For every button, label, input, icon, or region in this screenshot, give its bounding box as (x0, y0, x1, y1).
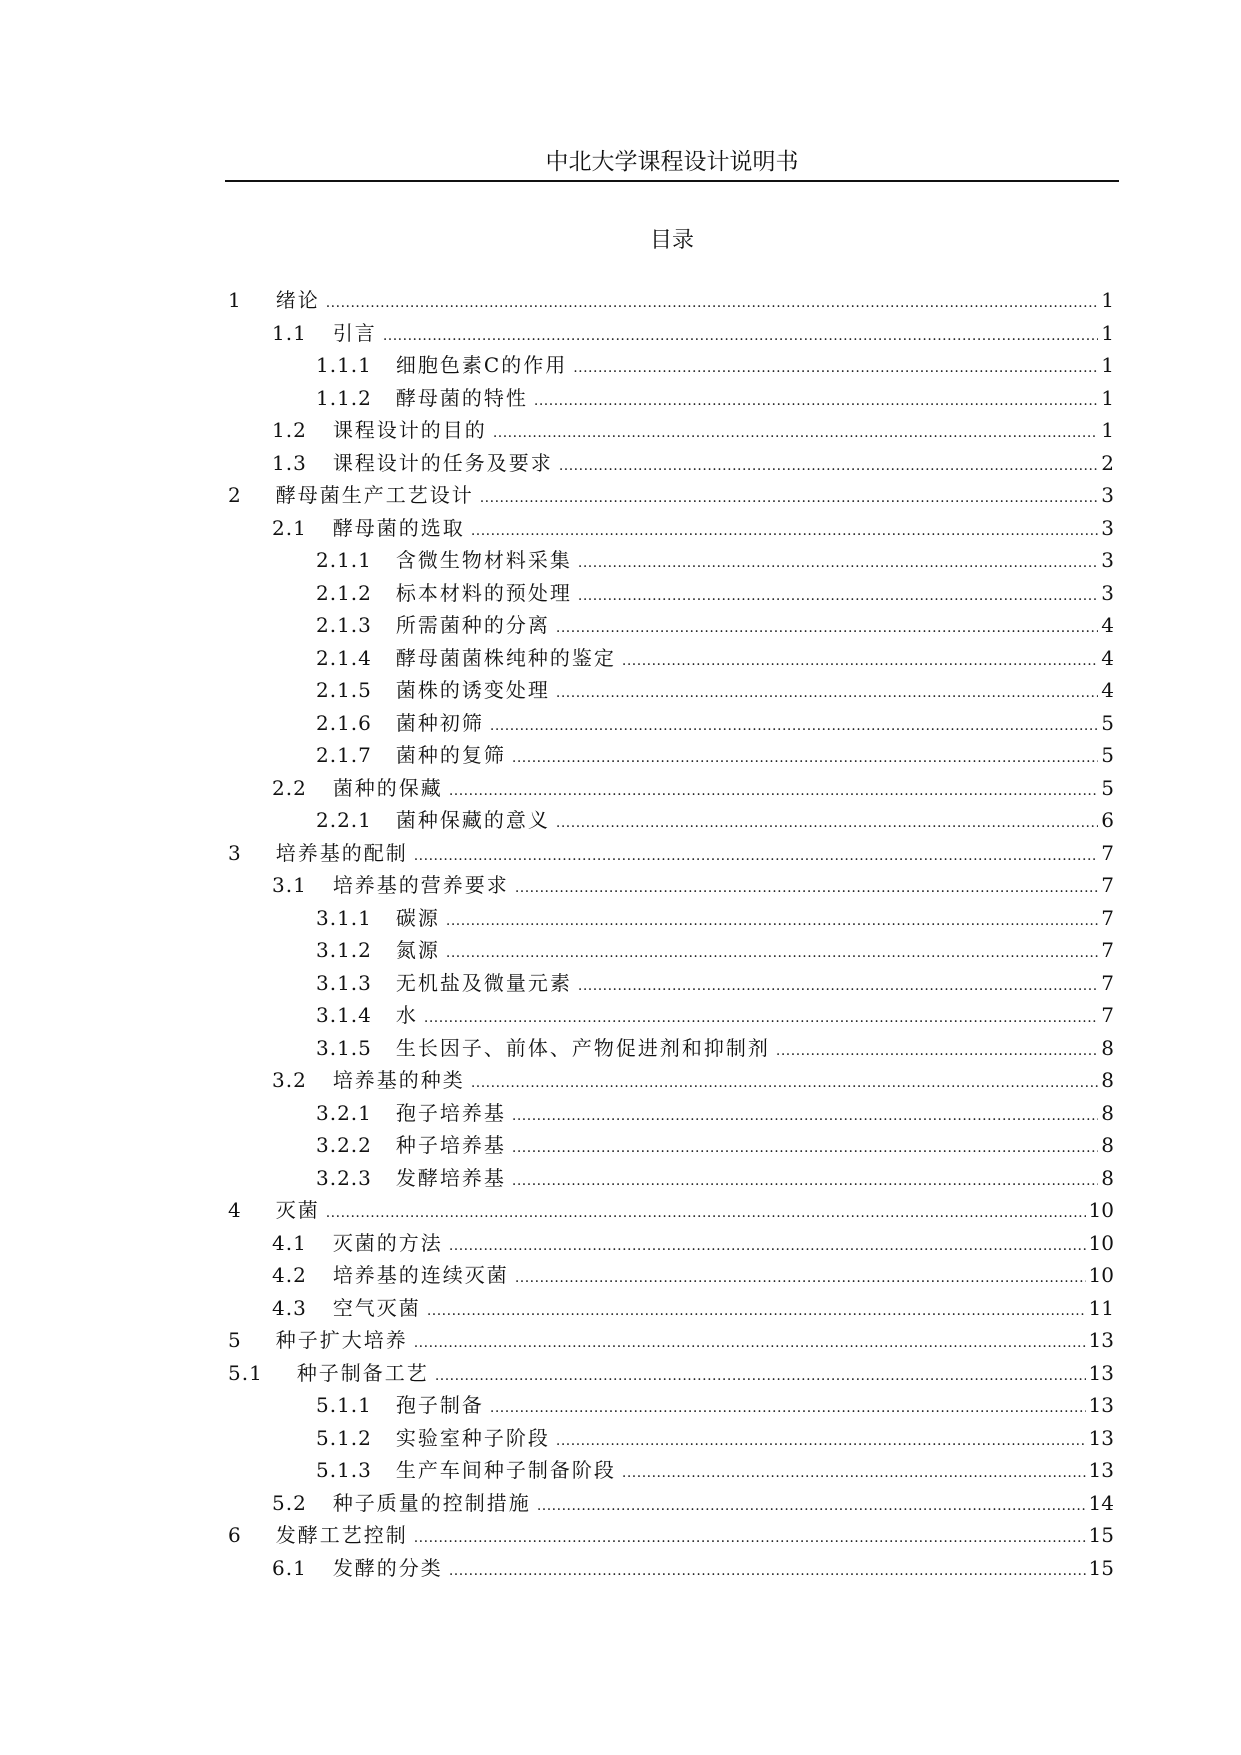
toc-entry[interactable] (228, 707, 1114, 740)
toc-entry-number: 2.1.7 (316, 743, 372, 767)
toc-entry-number: 1.1.2 (316, 385, 372, 410)
table-of-contents (228, 284, 1114, 1584)
toc-entry-title: 细胞色素C的作用 (395, 353, 568, 377)
toc-entry-title: 菌种的保藏 (332, 775, 443, 800)
toc-entry[interactable] (228, 1519, 1114, 1552)
toc-dot-leader (326, 1197, 1086, 1230)
toc-entry-number: 3.1.1 (316, 905, 372, 930)
toc-entry[interactable] (228, 999, 1114, 1032)
toc-entry-number: 4.1 (272, 1230, 307, 1255)
toc-entry-number: 2.1.1 (316, 548, 372, 572)
toc-entry-number: 3.1.2 (316, 938, 372, 962)
toc-entry-number: 5.1.2 (316, 1425, 372, 1450)
toc-dot-leader (512, 1165, 1098, 1198)
toc-entry-page: 1 (1101, 385, 1114, 410)
toc-entry-page: 5 (1101, 775, 1114, 800)
toc-entry[interactable] (228, 1389, 1114, 1422)
toc-entry-page: 2 (1101, 450, 1114, 475)
toc-entry-title: 菌种初筛 (395, 710, 484, 735)
toc-dot-leader (512, 742, 1098, 775)
toc-entry[interactable] (228, 1324, 1114, 1357)
toc-entry-title: 生产车间种子制备阶段 (395, 1458, 616, 1482)
toc-entry[interactable] (228, 1227, 1114, 1260)
toc-entry[interactable] (228, 382, 1114, 415)
toc-entry-page: 13 (1088, 1458, 1114, 1482)
toc-entry-page: 1 (1101, 418, 1114, 442)
toc-dot-leader (573, 352, 1098, 385)
toc-entry-number: 4.3 (272, 1295, 307, 1320)
toc-entry[interactable] (228, 1357, 1114, 1390)
toc-entry-page: 13 (1088, 1393, 1114, 1417)
toc-entry-title: 标本材料的预处理 (395, 580, 572, 605)
toc-entry-page: 14 (1088, 1490, 1114, 1515)
toc-entry[interactable] (228, 1292, 1114, 1325)
toc-entry-title: 所需菌种的分离 (395, 613, 550, 637)
toc-entry-page: 13 (1088, 1328, 1114, 1352)
toc-dot-leader (537, 1490, 1086, 1523)
toc-entry-number: 2.1.6 (316, 710, 372, 735)
toc-entry[interactable] (228, 609, 1114, 642)
toc-entry-title: 酵母菌菌株纯种的鉴定 (395, 645, 616, 670)
toc-entry-number: 2.1.2 (316, 580, 372, 605)
toc-entry[interactable] (228, 479, 1114, 512)
toc-entry-title: 氮源 (395, 938, 440, 962)
toc-entry[interactable] (228, 902, 1114, 935)
toc-dot-leader (493, 417, 1098, 450)
toc-entry[interactable] (228, 1162, 1114, 1195)
toc-entry[interactable] (228, 317, 1114, 350)
toc-entry-number: 3.2.3 (316, 1165, 372, 1190)
toc-entry-title: 培养基的连续灭菌 (332, 1263, 509, 1287)
toc-entry-number: 5.1.1 (316, 1393, 372, 1417)
toc-entry-number: 2.1.4 (316, 645, 372, 670)
toc-entry-title: 酵母菌生产工艺设计 (275, 483, 474, 507)
toc-entry-page: 7 (1101, 840, 1114, 865)
toc-entry[interactable] (228, 512, 1114, 545)
toc-dot-leader (622, 645, 1098, 678)
toc-dot-leader (326, 287, 1099, 320)
toc-entry-title: 课程设计的目的 (332, 418, 487, 442)
toc-entry-title: 孢子制备 (395, 1393, 484, 1417)
toc-entry-title: 引言 (332, 320, 377, 345)
toc-entry-title: 菌种的复筛 (395, 743, 506, 767)
toc-dot-leader (449, 1555, 1086, 1588)
toc-entry-title: 课程设计的任务及要求 (332, 450, 553, 475)
toc-entry-page: 11 (1088, 1295, 1114, 1320)
toc-entry-title: 培养基的配制 (275, 840, 408, 865)
toc-title: 目录 (649, 228, 694, 253)
toc-entry-title: 种子制备工艺 (296, 1360, 429, 1385)
toc-dot-leader (578, 580, 1098, 613)
toc-entry[interactable] (228, 869, 1114, 902)
toc-dot-leader (414, 1327, 1086, 1360)
toc-dot-leader (556, 1425, 1086, 1458)
toc-entry-title: 培养基的种类 (332, 1068, 465, 1092)
toc-entry-number: 3.1.3 (316, 970, 372, 995)
toc-entry-title: 发酵工艺控制 (275, 1523, 408, 1547)
toc-entry[interactable] (228, 1097, 1114, 1130)
toc-entry-page: 5 (1101, 710, 1114, 735)
toc-dot-leader (515, 1262, 1086, 1295)
toc-entry-title: 实验室种子阶段 (395, 1425, 550, 1450)
toc-entry-title: 菌种保藏的意义 (395, 808, 550, 832)
toc-entry-number: 1.1 (272, 320, 307, 345)
toc-entry-page: 10 (1088, 1230, 1114, 1255)
toc-entry-number: 4.2 (272, 1263, 307, 1287)
toc-dot-leader (446, 937, 1098, 970)
toc-entry-page: 1 (1101, 288, 1114, 312)
toc-entry-number: 2.2 (272, 775, 307, 800)
toc-entry-number: 2.1 (272, 515, 307, 540)
toc-dot-leader (435, 1360, 1086, 1393)
toc-entry-title: 含微生物材料采集 (395, 548, 572, 572)
toc-entry-number: 6.1 (272, 1555, 307, 1580)
toc-entry-title: 培养基的营养要求 (332, 873, 509, 897)
toc-entry[interactable] (228, 837, 1114, 870)
toc-dot-leader (512, 1132, 1098, 1165)
toc-entry-number: 3.2.2 (316, 1133, 372, 1157)
toc-entry-title: 种子扩大培养 (275, 1328, 408, 1352)
toc-entry-number: 4 (228, 1198, 242, 1222)
toc-dot-leader (490, 710, 1098, 743)
toc-entry-title: 菌株的诱变处理 (395, 678, 550, 702)
toc-dot-leader (471, 1067, 1098, 1100)
toc-entry[interactable] (228, 447, 1114, 480)
toc-entry-page: 3 (1101, 548, 1114, 572)
toc-entry-number: 5.2 (272, 1490, 307, 1515)
toc-entry[interactable] (228, 577, 1114, 610)
page-header-title: 中北大学课程设计说明书 (545, 149, 799, 175)
toc-entry-number: 5 (228, 1328, 242, 1352)
toc-entry-number: 1.1.1 (316, 353, 372, 377)
toc-entry[interactable] (228, 967, 1114, 1000)
toc-entry-title: 发酵培养基 (395, 1165, 506, 1190)
toc-entry[interactable] (228, 1487, 1114, 1520)
toc-entry-number: 3.1.4 (316, 1003, 372, 1027)
toc-entry-number: 2.2.1 (316, 808, 372, 832)
toc-entry-page: 3 (1101, 580, 1114, 605)
toc-entry-page: 1 (1101, 320, 1114, 345)
toc-entry-number: 1 (228, 288, 242, 312)
toc-entry-number: 6 (228, 1523, 242, 1547)
toc-entry-number: 5.1 (228, 1360, 263, 1385)
toc-entry-number: 2.1.5 (316, 678, 372, 702)
toc-entry[interactable] (228, 1064, 1114, 1097)
toc-entry[interactable] (228, 1552, 1114, 1585)
toc-entry-page: 8 (1101, 1100, 1114, 1125)
toc-entry[interactable] (228, 1129, 1114, 1162)
toc-entry-number: 1.2 (272, 418, 307, 442)
toc-entry-page: 7 (1101, 1003, 1114, 1027)
toc-entry-number: 1.3 (272, 450, 307, 475)
toc-entry-page: 7 (1101, 873, 1114, 897)
toc-entry[interactable] (228, 642, 1114, 675)
toc-entry-title: 空气灭菌 (332, 1295, 421, 1320)
toc-entry[interactable] (228, 1259, 1114, 1292)
toc-entry[interactable] (228, 284, 1114, 317)
toc-entry-page: 7 (1101, 970, 1114, 995)
toc-entry-number: 3.1 (272, 873, 307, 897)
toc-entry-page: 8 (1101, 1165, 1114, 1190)
toc-entry-title: 生长因子、前体、产物促进剂和抑制剂 (395, 1035, 770, 1060)
toc-entry-page: 15 (1088, 1555, 1114, 1580)
toc-entry-number: 2.1.3 (316, 613, 372, 637)
toc-dot-leader (515, 872, 1098, 905)
toc-entry[interactable] (228, 674, 1114, 707)
toc-entry-page: 13 (1088, 1360, 1114, 1385)
toc-entry-page: 7 (1101, 905, 1114, 930)
toc-entry-number: 3.2.1 (316, 1100, 372, 1125)
toc-dot-leader (449, 1230, 1086, 1263)
toc-entry-page: 5 (1101, 743, 1114, 767)
toc-dot-leader (559, 450, 1098, 483)
toc-entry-page: 3 (1101, 515, 1114, 540)
toc-dot-leader (578, 547, 1098, 580)
toc-entry-page: 4 (1101, 613, 1114, 637)
header-rule (225, 180, 1119, 182)
toc-entry-page: 3 (1101, 483, 1114, 507)
toc-entry-number: 3 (228, 840, 242, 865)
toc-entry[interactable] (228, 1454, 1114, 1487)
toc-dot-leader (427, 1295, 1086, 1328)
toc-dot-leader (446, 905, 1098, 938)
toc-entry-title: 酵母菌的特性 (395, 385, 528, 410)
toc-entry-page: 1 (1101, 353, 1114, 377)
toc-dot-leader (480, 482, 1099, 515)
toc-entry-page: 8 (1101, 1133, 1114, 1157)
toc-dot-leader (414, 840, 1099, 873)
toc-dot-leader (776, 1035, 1098, 1068)
toc-entry-page: 8 (1101, 1035, 1114, 1060)
toc-entry-title: 酵母菌的选取 (332, 515, 465, 540)
toc-entry-page: 10 (1088, 1198, 1114, 1222)
toc-entry-title: 种子质量的控制措施 (332, 1490, 531, 1515)
toc-entry-page: 15 (1088, 1523, 1114, 1547)
toc-entry[interactable] (228, 772, 1114, 805)
toc-dot-leader (449, 775, 1098, 808)
toc-dot-leader (534, 385, 1098, 418)
toc-dot-leader (414, 1522, 1086, 1555)
toc-entry[interactable] (228, 1422, 1114, 1455)
toc-entry[interactable] (228, 804, 1114, 837)
toc-dot-leader (424, 1002, 1098, 1035)
toc-entry-page: 4 (1101, 678, 1114, 702)
toc-entry-title: 绪论 (275, 288, 320, 312)
toc-dot-leader (556, 807, 1098, 840)
toc-dot-leader (556, 612, 1098, 645)
toc-entry-title: 种子培养基 (395, 1133, 506, 1157)
toc-entry-page: 7 (1101, 938, 1114, 962)
toc-entry-page: 13 (1088, 1425, 1114, 1450)
toc-entry[interactable] (228, 934, 1114, 967)
toc-dot-leader (490, 1392, 1086, 1425)
toc-entry-page: 6 (1101, 808, 1114, 832)
toc-entry-title: 灭菌 (275, 1198, 320, 1222)
toc-entry-title: 碳源 (395, 905, 440, 930)
toc-dot-leader (512, 1100, 1098, 1133)
toc-entry[interactable] (228, 349, 1114, 382)
toc-entry-number: 3.2 (272, 1068, 307, 1092)
toc-entry[interactable] (228, 739, 1114, 772)
toc-entry-page: 8 (1101, 1068, 1114, 1092)
toc-entry-title: 水 (395, 1003, 418, 1027)
toc-entry-number: 3.1.5 (316, 1035, 372, 1060)
toc-entry-page: 4 (1101, 645, 1114, 670)
toc-entry-number: 5.1.3 (316, 1458, 372, 1482)
toc-dot-leader (383, 320, 1098, 353)
toc-dot-leader (471, 515, 1098, 548)
toc-entry[interactable] (228, 414, 1114, 447)
toc-entry[interactable] (228, 544, 1114, 577)
toc-entry-title: 灭菌的方法 (332, 1230, 443, 1255)
toc-entry[interactable] (228, 1194, 1114, 1227)
toc-entry-page: 10 (1088, 1263, 1114, 1287)
toc-entry-title: 孢子培养基 (395, 1100, 506, 1125)
toc-entry-title: 无机盐及微量元素 (395, 970, 572, 995)
toc-entry-number: 2 (228, 483, 242, 507)
toc-dot-leader (578, 970, 1098, 1003)
toc-entry[interactable] (228, 1032, 1114, 1065)
toc-dot-leader (622, 1457, 1086, 1490)
toc-dot-leader (556, 677, 1098, 710)
toc-entry-title: 发酵的分类 (332, 1555, 443, 1580)
